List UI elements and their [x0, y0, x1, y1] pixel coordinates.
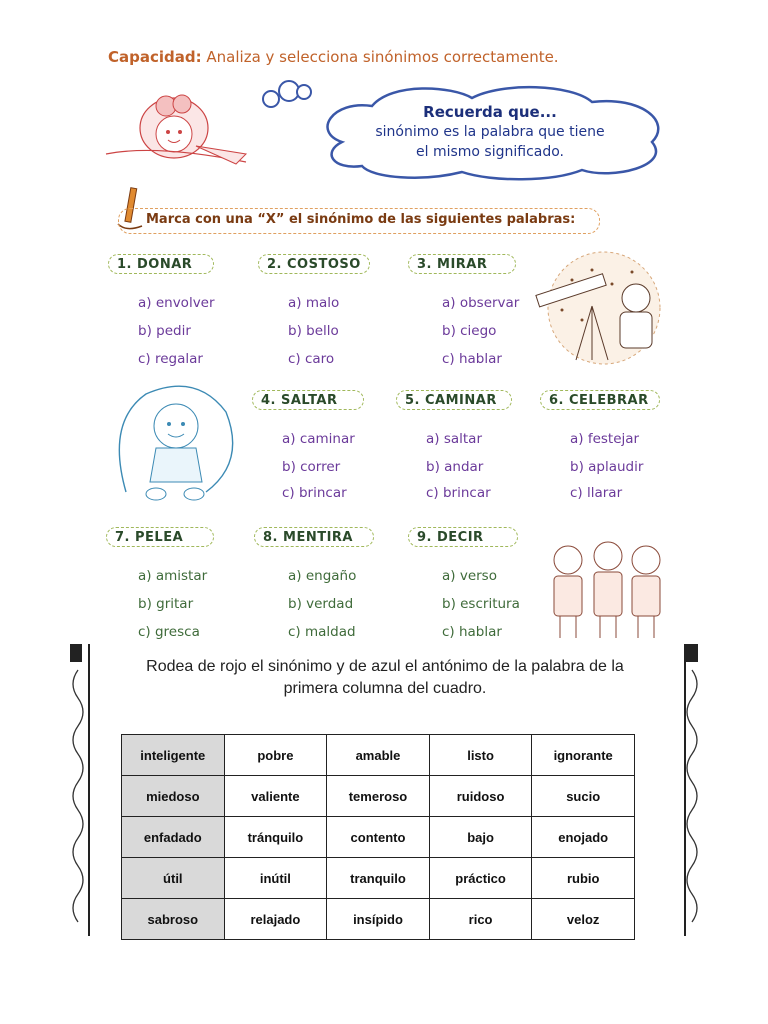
table-key-word: sabroso — [122, 899, 225, 940]
capacity-text: Analiza y selecciona sinónimos correctamente. — [206, 48, 559, 66]
table-row — [122, 899, 635, 940]
instruction-text: Marca con una “X” el sinónimo de las siguientes palabras: — [146, 212, 576, 227]
option-7c[interactable]: c) gresca — [138, 624, 200, 640]
table-key-word: miedoso — [122, 776, 225, 817]
exercise-word-6: 6. CELEBRAR — [540, 390, 660, 410]
telescope-illustration-icon — [532, 250, 672, 370]
table-cell[interactable]: práctico — [429, 858, 532, 899]
definition-title: Recuerda que... — [423, 103, 557, 121]
table-row — [122, 735, 635, 776]
table-cell[interactable]: insípido — [327, 899, 430, 940]
table-cell[interactable]: relajado — [224, 899, 327, 940]
option-4b[interactable]: b) correr — [282, 459, 341, 475]
option-3a[interactable]: a) observar — [442, 295, 520, 311]
table-cell[interactable]: sucio — [532, 776, 635, 817]
table-cell[interactable]: amable — [327, 735, 430, 776]
worksheet-title-line-2: primera columna del cuadro. — [283, 680, 487, 697]
exercise-word-2: 2. COSTOSO — [258, 254, 370, 274]
option-9c[interactable]: c) hablar — [442, 624, 502, 640]
option-3c[interactable]: c) hablar — [442, 351, 502, 367]
table-cell[interactable]: veloz — [532, 899, 635, 940]
table-cell[interactable]: tranquilo — [327, 858, 430, 899]
table-key-word: inteligente — [122, 735, 225, 776]
capacity-label: Capacidad: — [108, 48, 202, 66]
girl-illustration-icon — [96, 84, 266, 180]
table-row — [122, 858, 635, 899]
table-key-word: enfadado — [122, 817, 225, 858]
exercise-word-5: 5. CAMINAR — [396, 390, 512, 410]
exercise-word-8: 8. MENTIRA — [254, 527, 374, 547]
option-4a[interactable]: a) caminar — [282, 431, 355, 447]
table-cell[interactable]: valiente — [224, 776, 327, 817]
definition-line-1: sinónimo es la palabra que tiene — [375, 124, 605, 140]
table-cell[interactable]: rubio — [532, 858, 635, 899]
exercise-word-4: 4. SALTAR — [252, 390, 364, 410]
option-5a[interactable]: a) saltar — [426, 431, 483, 447]
jump-rope-girl-illustration-icon — [106, 382, 246, 512]
option-6b[interactable]: b) aplaudir — [570, 459, 644, 475]
option-9b[interactable]: b) escritura — [442, 596, 520, 612]
option-1b[interactable]: b) pedir — [138, 323, 191, 339]
table-row — [122, 817, 635, 858]
thought-bubble-icon — [296, 84, 312, 100]
table-cell[interactable]: ignorante — [532, 735, 635, 776]
worksheet-title-line-1: Rodea de rojo el sinónimo y de azul el antónimo de la palabra de la — [146, 658, 624, 675]
option-2c[interactable]: c) caro — [288, 351, 335, 367]
capacity-header — [108, 48, 559, 66]
table-cell[interactable]: inútil — [224, 858, 327, 899]
exercise-word-7: 7. PELEA — [106, 527, 214, 547]
table-cell[interactable]: rico — [429, 899, 532, 940]
children-illustration-icon — [538, 538, 674, 642]
option-2a[interactable]: a) malo — [288, 295, 340, 311]
table-cell[interactable]: listo — [429, 735, 532, 776]
option-4c[interactable]: c) brincar — [282, 485, 347, 501]
exercise-word-1: 1. DONAR — [108, 254, 214, 274]
option-3b[interactable]: b) ciego — [442, 323, 497, 339]
option-5c[interactable]: c) brincar — [426, 485, 491, 501]
table-cell[interactable]: bajo — [429, 817, 532, 858]
exercise-word-3: 3. MIRAR — [408, 254, 516, 274]
option-8b[interactable]: b) verdad — [288, 596, 354, 612]
left-ribbon-border-icon — [62, 640, 92, 940]
option-2b[interactable]: b) bello — [288, 323, 339, 339]
table-cell[interactable]: temeroso — [327, 776, 430, 817]
table-cell[interactable]: enojado — [532, 817, 635, 858]
table-cell[interactable]: pobre — [224, 735, 327, 776]
table-key-word: útil — [122, 858, 225, 899]
option-8a[interactable]: a) engaño — [288, 568, 357, 584]
table-cell[interactable]: tránquilo — [224, 817, 327, 858]
option-8c[interactable]: c) maldad — [288, 624, 356, 640]
option-9a[interactable]: a) verso — [442, 568, 497, 584]
synonym-antonym-table — [121, 734, 635, 940]
option-1a[interactable]: a) envolver — [138, 295, 215, 311]
exercise-word-9: 9. DECIR — [408, 527, 518, 547]
option-5b[interactable]: b) andar — [426, 459, 484, 475]
option-6a[interactable]: a) festejar — [570, 431, 640, 447]
option-7b[interactable]: b) gritar — [138, 596, 194, 612]
option-6c[interactable]: c) llarar — [570, 485, 623, 501]
option-7a[interactable]: a) amistar — [138, 568, 208, 584]
table-row — [122, 776, 635, 817]
definition-line-2: el mismo significado. — [415, 144, 564, 160]
right-ribbon-border-icon — [678, 640, 708, 940]
definition-box — [330, 102, 650, 162]
table-cell[interactable]: ruidoso — [429, 776, 532, 817]
table-cell[interactable]: contento — [327, 817, 430, 858]
option-1c[interactable]: c) regalar — [138, 351, 203, 367]
worksheet-title — [120, 656, 650, 700]
